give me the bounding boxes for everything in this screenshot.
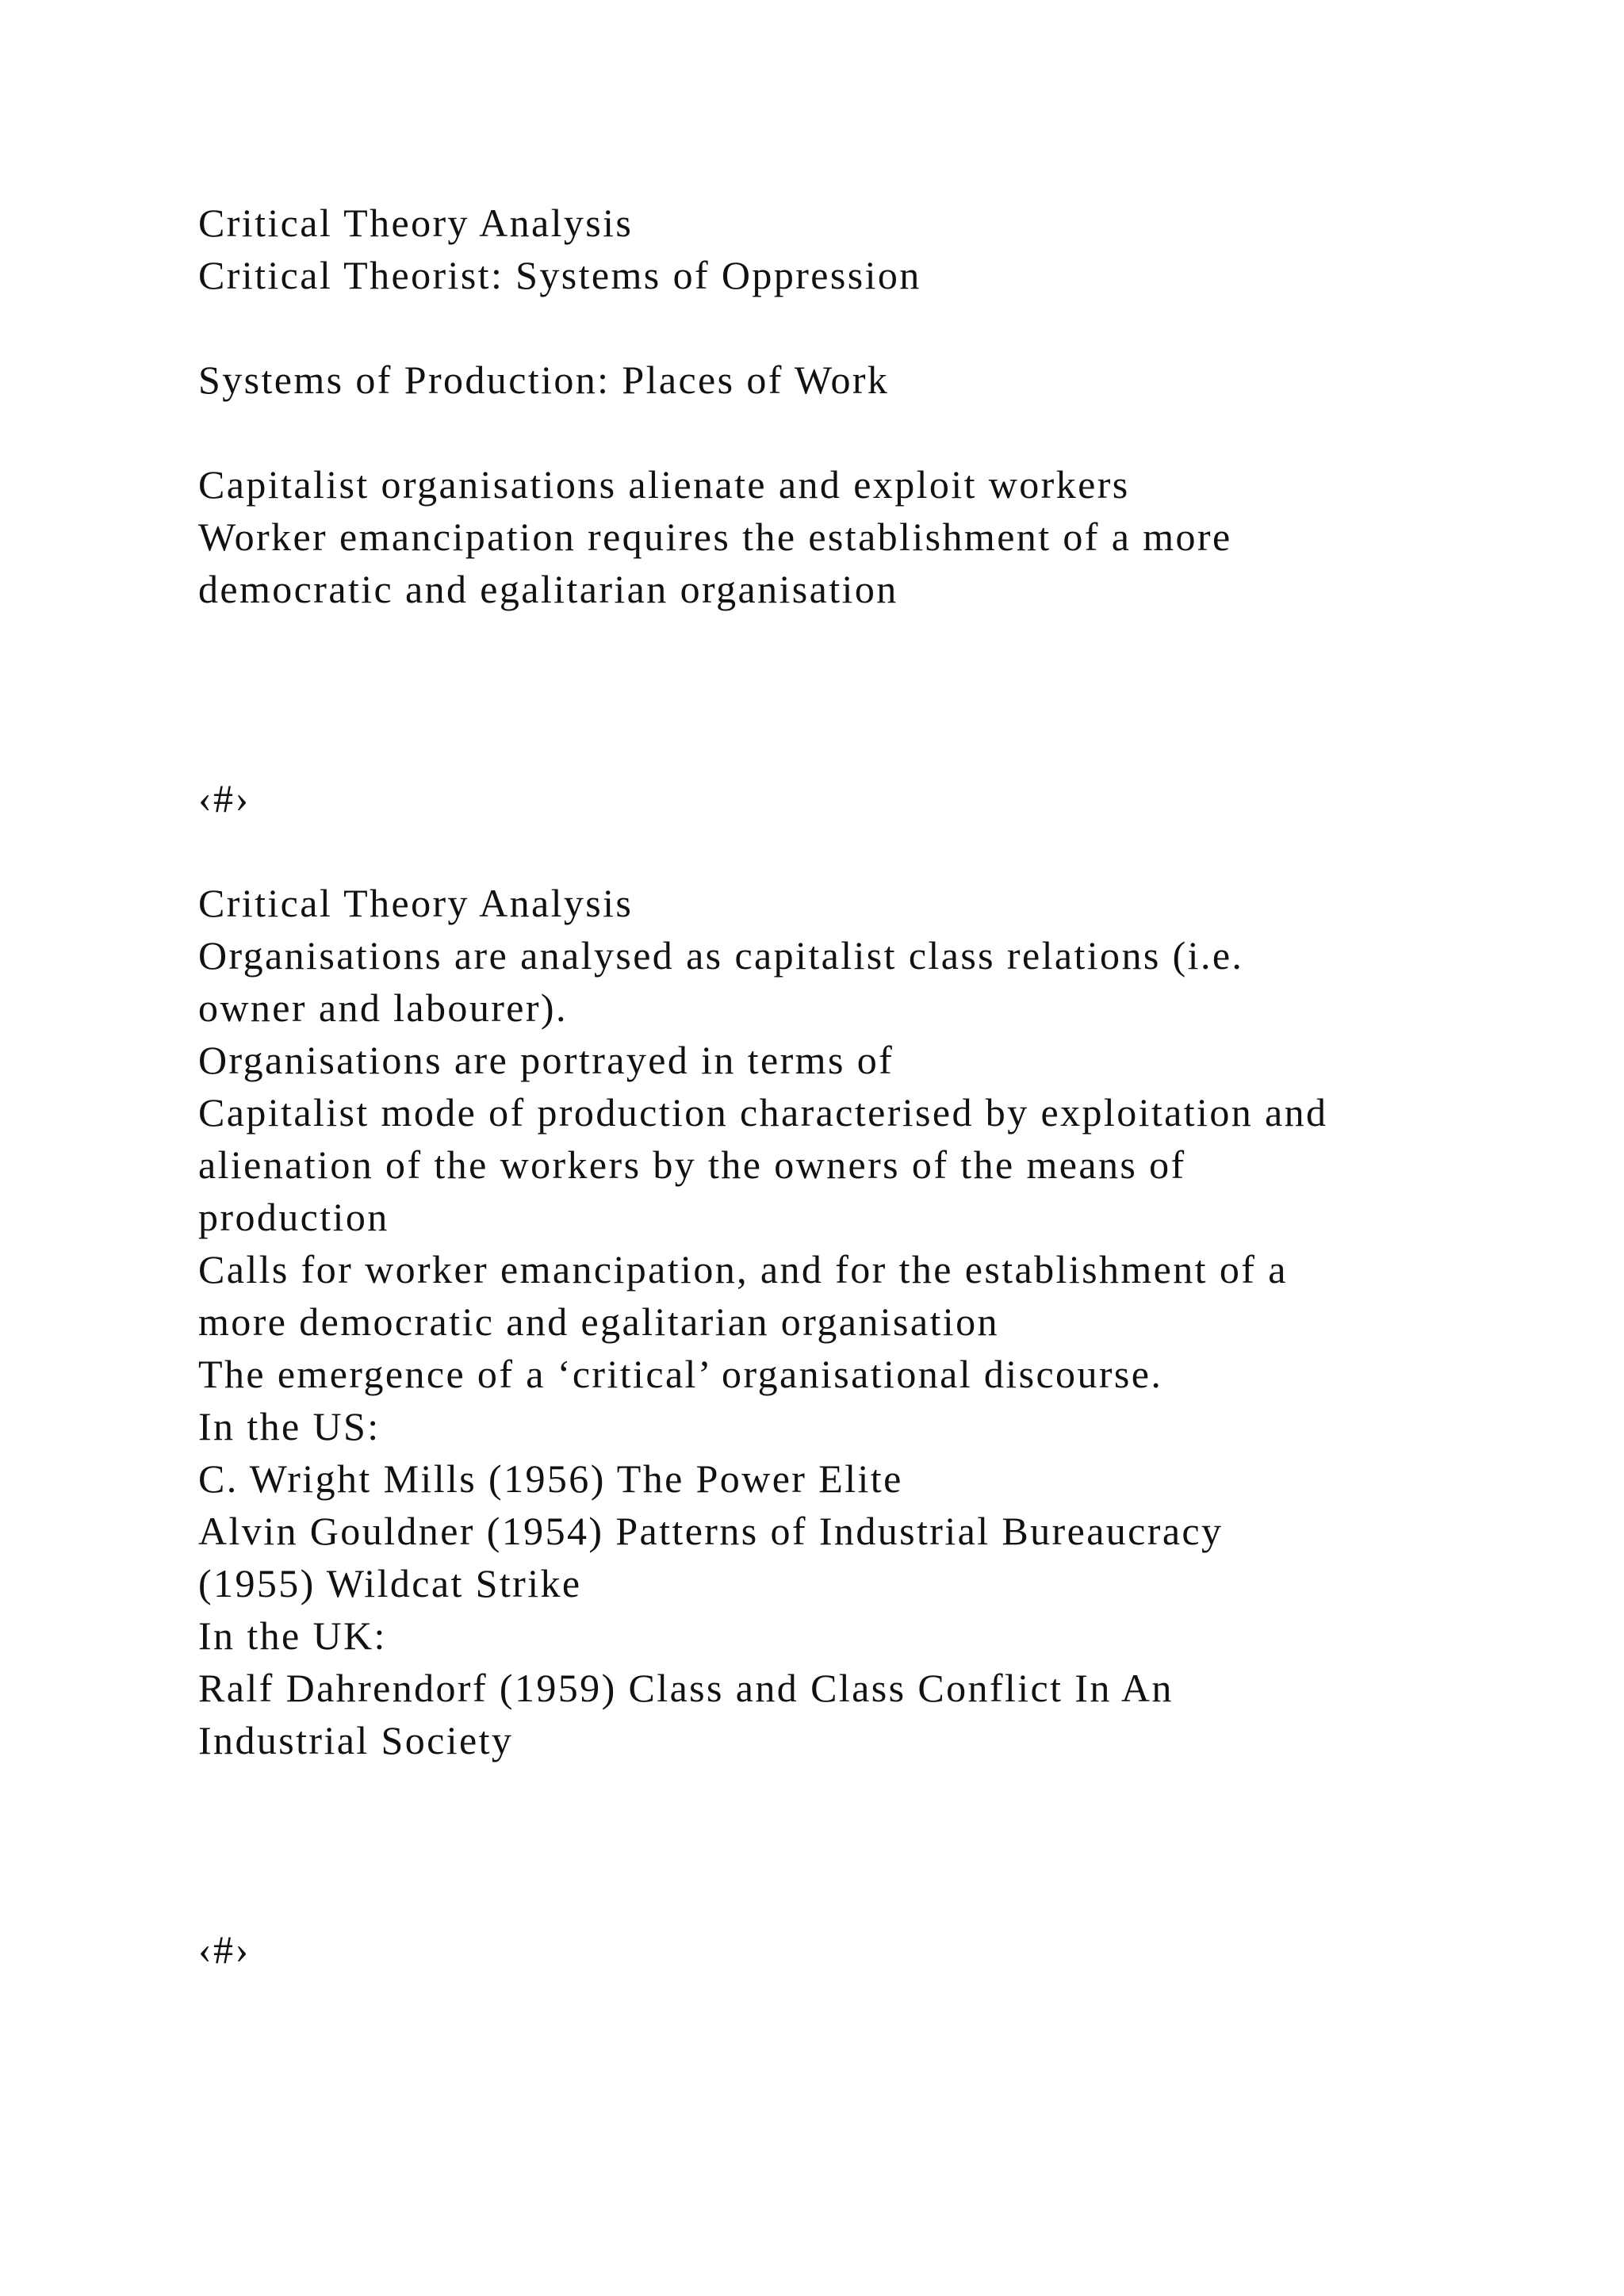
slide-number-placeholder: ‹#› [198,776,251,821]
section2-line: production [198,1195,389,1239]
section1-title: Critical Theory Analysis [198,201,634,245]
section1-line: Capitalist organisations alienate and exploit workers [198,462,1130,507]
section2-line: Ralf Dahrendorf (1959) Class and Class Conflict In An [198,1666,1174,1710]
slide-number-placeholder: ‹#› [198,1927,251,1972]
section1-line: Worker emancipation requires the establishment of a more [198,515,1232,559]
section2-line: Alvin Gouldner (1954) Patterns of Industrial Bureaucracy [198,1509,1224,1553]
section1-line: democratic and egalitarian organisation [198,567,898,611]
section2-line: In the UK: [198,1613,387,1658]
section2-line: C. Wright Mills (1956) The Power Elite [198,1456,903,1501]
section2-line: Organisations are portrayed in terms of [198,1038,894,1082]
section2-line: Industrial Society [198,1718,514,1762]
section2-line: owner and labourer). [198,985,568,1030]
section2-line: more democratic and egalitarian organisation [198,1299,999,1344]
section2-line: The emergence of a ‘critical’ organisational discourse. [198,1352,1163,1396]
section2-title: Critical Theory Analysis [198,881,634,925]
section2-line: In the US: [198,1404,381,1448]
section2-line: Organisations are analysed as capitalist class relations (i.e. [198,933,1244,978]
section1-heading: Systems of Production: Places of Work [198,358,890,402]
section2-line: alienation of the workers by the owners of the means of [198,1142,1186,1187]
section1-subtitle: Critical Theorist: Systems of Oppression [198,253,921,297]
section2-line: (1955) Wildcat Strike [198,1561,582,1605]
section2-line: Capitalist mode of production characterised by exploitation and [198,1090,1328,1135]
section2-line: Calls for worker emancipation, and for the establishment of a [198,1247,1288,1292]
